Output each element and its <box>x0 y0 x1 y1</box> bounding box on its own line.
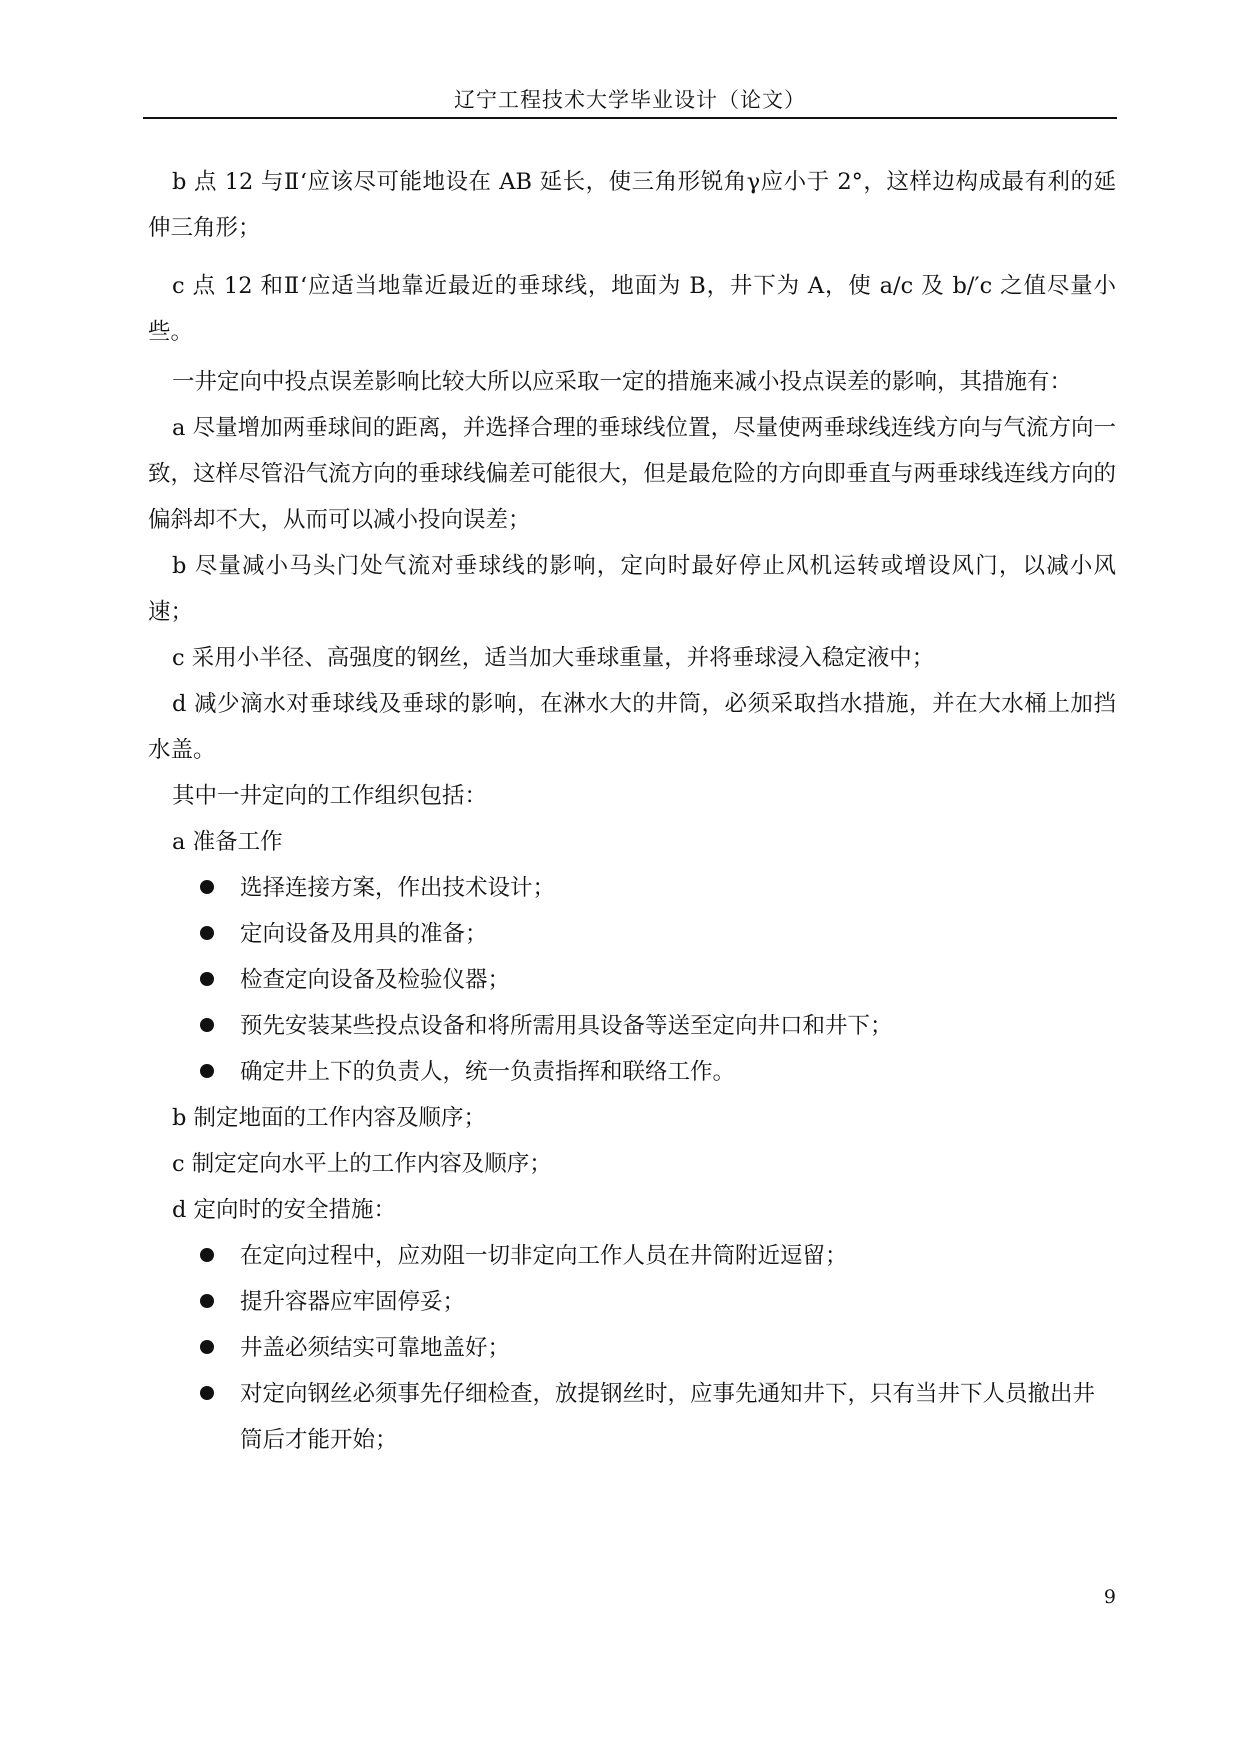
bullet-icon <box>200 926 214 940</box>
list-item <box>148 865 1116 911</box>
list-item-text: 在定向过程中，应劝阻一切非定向工作人员在井筒附近逗留； <box>240 1243 848 1269</box>
paragraph-measure-d: d 减少滴水对垂球线及垂球的影响，在淋水大的井筒，必须采取挡水措施，并在大水桶上加挡水盖。 <box>148 691 1116 763</box>
list-item <box>148 1049 1116 1095</box>
page-body <box>148 159 1116 1463</box>
page-number: 9 <box>1103 1586 1116 1608</box>
list-item-text: 选择连接方案，作出技术设计； <box>240 875 556 901</box>
header-rule <box>143 117 1117 119</box>
paragraph-org-d: d 定向时的安全措施： <box>172 1197 397 1223</box>
list-item <box>148 1279 1116 1325</box>
paragraph-b-point: b 点 12 与Ⅱ‘应该尽可能地设在 AB 延长，使三角形锐角γ应小于 2°，这样边构成最有利的延伸三角形； <box>148 169 1116 241</box>
paragraph-organization-intro: 其中一井定向的工作组织包括： <box>172 783 488 809</box>
list-item-text: 提升容器应牢固停妥； <box>240 1289 466 1315</box>
bullet-icon <box>200 1018 214 1032</box>
paragraph-org-a: a 准备工作 <box>172 829 283 855</box>
list-item-text: 检查定向设备及检验仪器； <box>240 967 511 993</box>
paragraph-measure-c: c 采用小半径、高强度的钢丝，适当加大垂球重量，并将垂球浸入稳定液中； <box>172 645 935 671</box>
safety-list <box>148 1233 1116 1463</box>
paragraph-measure-b: b 尽量减小马头门处气流对垂球线的影响，定向时最好停止风机运转或增设风门，以减小风速； <box>148 553 1116 625</box>
list-item <box>148 1325 1116 1371</box>
bullet-icon <box>200 1386 214 1400</box>
bullet-icon <box>200 1248 214 1262</box>
bullet-icon <box>200 1294 214 1308</box>
list-item-text: 对定向钢丝必须事先仔细检查，放提钢丝时，应事先通知井下，只有当井下人员撤出井筒后才能开始； <box>240 1381 1096 1453</box>
list-item <box>148 1233 1116 1279</box>
bullet-icon <box>200 1064 214 1078</box>
paragraph-measure-a: a 尽量增加两垂球间的距离，并选择合理的垂球线位置，尽量使两垂球线连线方向与气流方向一致，这样尽管沿气流方向的垂球线偏差可能很大，但是最危险的方向即垂直与两垂球线连线方向的偏斜却不大，从而可以减小投向误差； <box>148 415 1116 533</box>
list-item <box>148 1371 1116 1463</box>
running-header: 辽宁工程技术大学毕业设计（论文） <box>454 88 806 112</box>
list-item <box>148 911 1116 957</box>
bullet-icon <box>200 1340 214 1354</box>
list-item <box>148 1003 1116 1049</box>
paragraph-intro-measures: 一井定向中投点误差影响比较大所以应采取一定的措施来减小投点误差的影响，其措施有： <box>172 369 1073 395</box>
paragraph-org-c: c 制定定向水平上的工作内容及顺序； <box>172 1151 552 1177</box>
list-item-text: 定向设备及用具的准备； <box>240 921 488 947</box>
list-item-text: 井盖必须结实可靠地盖好； <box>240 1335 511 1361</box>
list-item-text: 确定井上下的负责人，统一负责指挥和联络工作。 <box>240 1059 736 1085</box>
list-item-text: 预先安装某些投点设备和将所需用具设备等送至定向井口和井下； <box>240 1013 893 1039</box>
paragraph-c-point: c 点 12 和Ⅱ‘应适当地靠近最近的垂球线，地面为 B，井下为 A，使 a/c 及 b/′c 之值尽量小些。 <box>148 273 1116 345</box>
bullet-icon <box>200 972 214 986</box>
preparation-list <box>148 865 1116 1095</box>
list-item <box>148 957 1116 1003</box>
bullet-icon <box>200 880 214 894</box>
paragraph-org-b: b 制定地面的工作内容及顺序； <box>172 1105 487 1131</box>
